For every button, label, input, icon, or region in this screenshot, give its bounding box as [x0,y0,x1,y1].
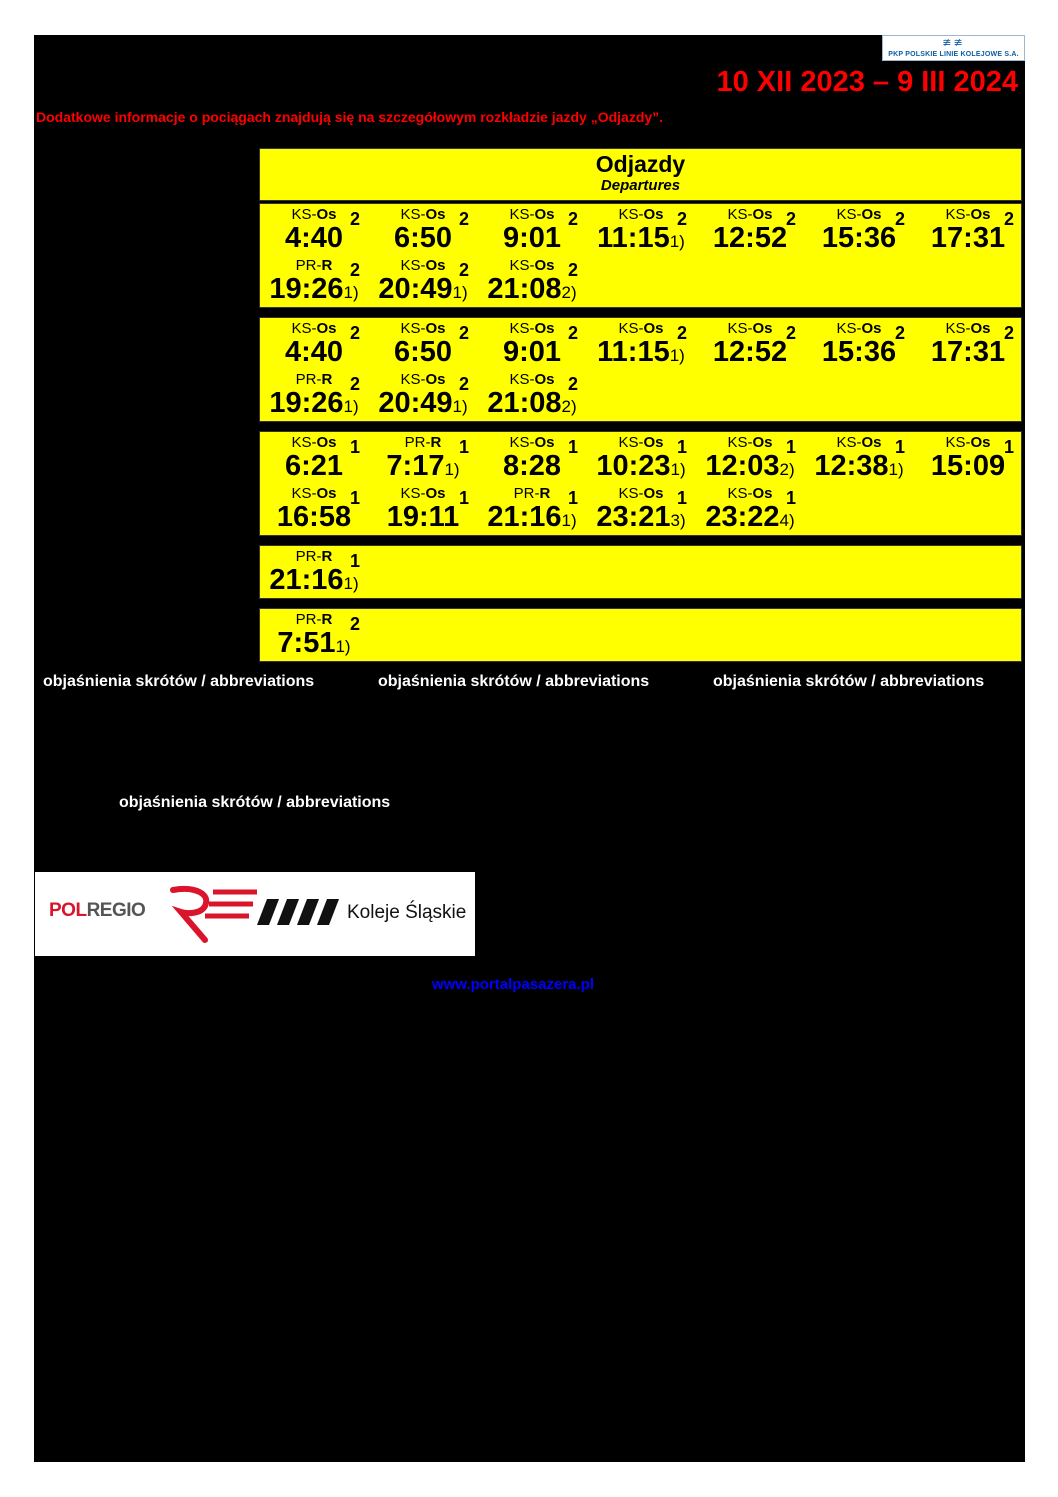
footnote-mark: 1) [452,283,468,302]
departures-row-1 [259,203,1022,308]
departure-entry [262,485,371,535]
category-code: Os [643,320,664,337]
departure-entry [262,611,371,661]
time-value: 12:52 [712,336,788,368]
class-indicator: 1 [350,437,361,457]
category-code: Os [534,257,555,274]
time-value: 7:51 [277,627,336,659]
category-prefix: KS- [509,320,535,337]
departures-row-5 [259,608,1022,662]
category-prefix: KS- [291,434,317,451]
polregio-logo-grey: REGIO [86,900,146,921]
departure-entry [589,320,698,370]
time-value: 15:36 [821,222,897,254]
class-indicator: 2 [350,209,361,229]
category-code: Os [970,434,991,451]
departure-time [916,222,1020,258]
departure-entry [371,206,480,256]
time-value: 16:58 [276,501,352,533]
time-value: 10:23 [596,450,671,482]
category-code: Os [643,434,664,451]
departure-entry [480,434,589,484]
category-prefix: KS- [400,320,426,337]
departure-entry [589,434,698,484]
class-indicator: 1 [350,488,361,508]
category-prefix: KS- [727,485,753,502]
time-value: 19:11 [386,501,460,533]
departure-time [262,387,366,423]
time-value: 19:26 [269,273,344,305]
departure-time [262,564,366,600]
departure-time [589,222,693,258]
departure-entry [807,206,916,256]
category-code: R [321,611,333,628]
class-indicator: 1 [350,551,361,571]
time-value: 11:15 [597,222,670,254]
class-indicator: 2 [786,323,797,343]
departure-entry [480,257,589,307]
category-prefix: KS- [618,206,644,223]
class-indicator: 2 [459,374,470,394]
time-value: 9:01 [502,222,562,254]
departure-entry [589,485,698,535]
category-prefix: PR- [513,485,540,502]
footnote-mark: 1) [669,232,685,251]
category-code: Os [752,434,773,451]
departure-entry [262,434,371,484]
category-code: Os [316,320,337,337]
class-indicator: 2 [568,209,579,229]
footnote-mark: 2) [561,283,577,302]
polregio-logo [49,900,145,922]
departure-entry [371,485,480,535]
class-indicator: 2 [350,260,361,280]
category-code: R [321,548,333,565]
category-prefix: PR- [404,434,431,451]
time-value: 6:21 [284,450,344,482]
departure-entry [589,206,698,256]
departure-entry [371,371,480,421]
departure-entry [262,206,371,256]
class-indicator: 1 [1004,437,1015,457]
departure-time [589,501,693,537]
time-value: 8:28 [502,450,562,482]
category-code: Os [425,485,446,502]
category-code: Os [643,485,664,502]
departure-entry [698,485,807,535]
class-indicator: 2 [459,323,470,343]
class-indicator: 2 [459,260,470,280]
departure-entry [371,434,480,484]
departure-time [698,222,802,258]
footnote-mark: 1) [343,283,359,302]
footnote-mark: 1) [444,460,460,479]
category-code: R [430,434,442,451]
departure-time [371,387,475,423]
departures-row-4 [259,545,1022,599]
departure-time [480,336,584,372]
departure-entry [262,548,371,598]
abbreviations-label-4: objaśnienia skrótów / abbreviations [119,794,391,811]
category-code: Os [534,371,555,388]
departure-time [371,336,475,372]
category-prefix: KS- [400,206,426,223]
category-prefix: KS- [945,206,971,223]
class-indicator: 2 [895,209,906,229]
departure-time [262,273,366,309]
time-value: 23:21 [596,501,671,533]
category-prefix: KS- [509,371,535,388]
departure-entry [262,371,371,421]
time-value: 21:08 [487,387,562,419]
category-prefix: KS- [836,434,862,451]
footnote-mark: 1) [343,574,359,593]
category-prefix: KS- [727,434,753,451]
category-prefix: PR- [295,257,322,274]
category-code: Os [316,206,337,223]
class-indicator: 1 [677,437,688,457]
class-indicator: 2 [350,374,361,394]
category-prefix: KS- [836,206,862,223]
departure-time [371,273,475,309]
category-prefix: KS- [400,257,426,274]
category-code: Os [643,206,664,223]
class-indicator: 2 [568,374,579,394]
departure-entry [262,320,371,370]
footnote-mark: 1) [452,397,468,416]
category-code: Os [752,206,773,223]
time-value: 20:49 [378,387,453,419]
time-value: 21:08 [487,273,562,305]
departure-time [807,222,911,258]
category-prefix: KS- [509,257,535,274]
time-value: 15:09 [930,450,1006,482]
operator-logos [35,872,475,956]
category-prefix: PR- [295,548,322,565]
departure-time [371,222,475,258]
time-value: 21:16 [269,564,344,596]
departure-time [589,450,693,486]
pkp-logo-text: PKP POLSKIE LINIE KOLEJOWE S.A. [888,51,1019,58]
category-prefix: KS- [291,320,317,337]
time-value: 19:26 [269,387,344,419]
category-code: Os [861,206,882,223]
category-prefix: KS- [291,485,317,502]
footnote-mark: 1) [670,460,686,479]
departure-entry [807,434,916,484]
class-indicator: 2 [677,323,688,343]
departure-time [480,387,584,423]
class-indicator: 2 [786,209,797,229]
footnote-mark: 2) [779,460,795,479]
category-prefix: PR- [295,371,322,388]
pkp-plk-logo [882,35,1025,61]
departure-time [371,450,475,486]
category-code: Os [425,320,446,337]
category-code: Os [425,371,446,388]
category-code: Os [861,434,882,451]
category-code: Os [534,206,555,223]
polregio-logo-red: POL [49,900,87,921]
departure-time [262,222,366,258]
time-value: 12:03 [705,450,780,482]
class-indicator: 1 [459,488,470,508]
departures-title: Odjazdy [595,151,686,177]
category-prefix: KS- [400,371,426,388]
departure-entry [698,320,807,370]
class-indicator: 2 [350,323,361,343]
class-indicator: 2 [568,323,579,343]
polregio-mark-icon [165,884,265,944]
abbreviations-label-1: objaśnienia skrótów / abbreviations [43,673,315,690]
departure-time [807,450,911,486]
category-prefix: KS- [291,206,317,223]
departures-subtitle: Departures [600,177,681,194]
departure-entry [371,320,480,370]
departure-entry [262,257,371,307]
departure-entry [698,434,807,484]
time-value: 23:22 [705,501,780,533]
category-code: Os [970,320,991,337]
class-indicator: 2 [568,260,579,280]
departure-time [916,336,1020,372]
departure-entry [916,434,1025,484]
category-prefix: KS- [727,320,753,337]
departure-entry [480,206,589,256]
category-prefix: KS- [618,320,644,337]
time-value: 21:16 [487,501,562,533]
category-code: Os [425,257,446,274]
time-value: 12:38 [814,450,889,482]
category-code: Os [970,206,991,223]
departure-time [807,336,911,372]
time-value: 11:15 [597,336,670,368]
departure-time [698,336,802,372]
class-indicator: 1 [895,437,906,457]
footnote-mark: 1) [669,346,685,365]
category-code: R [539,485,551,502]
departure-time [698,501,802,537]
departure-time [916,450,1020,486]
time-value: 6:50 [393,222,453,254]
class-indicator: 2 [895,323,906,343]
class-indicator: 1 [677,488,688,508]
departure-entry [480,320,589,370]
time-value: 17:31 [930,222,1006,254]
category-prefix: KS- [618,434,644,451]
departure-entry [916,320,1025,370]
validity-period: 10 XII 2023 – 9 III 2024 [716,66,1018,98]
abbreviations-label-2: objaśnienia skrótów / abbreviations [378,673,650,690]
departure-time [589,336,693,372]
departures-header [259,148,1022,201]
category-prefix: KS- [618,485,644,502]
time-value: 17:31 [930,336,1006,368]
time-value: 9:01 [502,336,562,368]
departure-time [480,450,584,486]
pkp-birds-icon: ≇≇ [942,36,965,49]
category-prefix: KS- [400,485,426,502]
koleje-slaskie-logo-text: Koleje Śląskie [347,902,467,923]
time-value: 12:52 [712,222,788,254]
abbreviations-label-3: objaśnienia skrótów / abbreviations [713,673,985,690]
category-code: Os [534,320,555,337]
class-indicator: 2 [459,209,470,229]
departure-time [262,450,366,486]
class-indicator: 2 [350,614,361,634]
departure-time [262,501,366,537]
category-code: Os [425,206,446,223]
departure-entry [371,257,480,307]
category-prefix: KS- [509,206,535,223]
departure-time [698,450,802,486]
class-indicator: 2 [1004,323,1015,343]
departure-entry [480,371,589,421]
category-prefix: KS- [945,434,971,451]
koleje-slaskie-mark-icon [257,899,341,925]
portal-pasazera-link[interactable]: www.portalpasazera.pl [432,976,594,993]
category-prefix: KS- [509,434,535,451]
category-prefix: KS- [727,206,753,223]
category-code: R [321,371,333,388]
time-value: 7:17 [386,450,445,482]
footnote-mark: 3) [670,511,686,530]
class-indicator: 1 [568,488,579,508]
category-code: Os [316,485,337,502]
footnote-mark: 2) [561,397,577,416]
departures-row-3 [259,431,1022,536]
category-prefix: KS- [836,320,862,337]
time-value: 4:40 [284,222,344,254]
category-prefix: PR- [295,611,322,628]
category-code: Os [861,320,882,337]
time-value: 15:36 [821,336,897,368]
class-indicator: 1 [786,437,797,457]
class-indicator: 2 [677,209,688,229]
departure-time [480,222,584,258]
class-indicator: 1 [786,488,797,508]
departure-entry [698,206,807,256]
departure-time [371,501,475,537]
footnote-mark: 1) [561,511,577,530]
footnote-mark: 1) [888,460,904,479]
category-code: Os [316,434,337,451]
footnote-mark: 4) [779,511,795,530]
departure-entry [807,320,916,370]
departure-time [480,501,584,537]
departure-time [262,336,366,372]
time-value: 6:50 [393,336,453,368]
time-value: 20:49 [378,273,453,305]
category-code: R [321,257,333,274]
class-indicator: 1 [459,437,470,457]
departure-time [480,273,584,309]
category-prefix: KS- [945,320,971,337]
class-indicator: 2 [1004,209,1015,229]
info-line: Dodatkowe informacje o pociągach znajdują się na szczegółowym rozkładzie jazdy „Odjazdy”. [36,109,664,125]
footnote-mark: 1) [335,637,351,656]
departure-entry [916,206,1025,256]
class-indicator: 1 [568,437,579,457]
departures-row-2 [259,317,1022,422]
departure-time [262,627,366,663]
category-code: Os [534,434,555,451]
category-code: Os [752,320,773,337]
category-code: Os [752,485,773,502]
time-value: 4:40 [284,336,344,368]
departure-entry [480,485,589,535]
footnote-mark: 1) [343,397,359,416]
